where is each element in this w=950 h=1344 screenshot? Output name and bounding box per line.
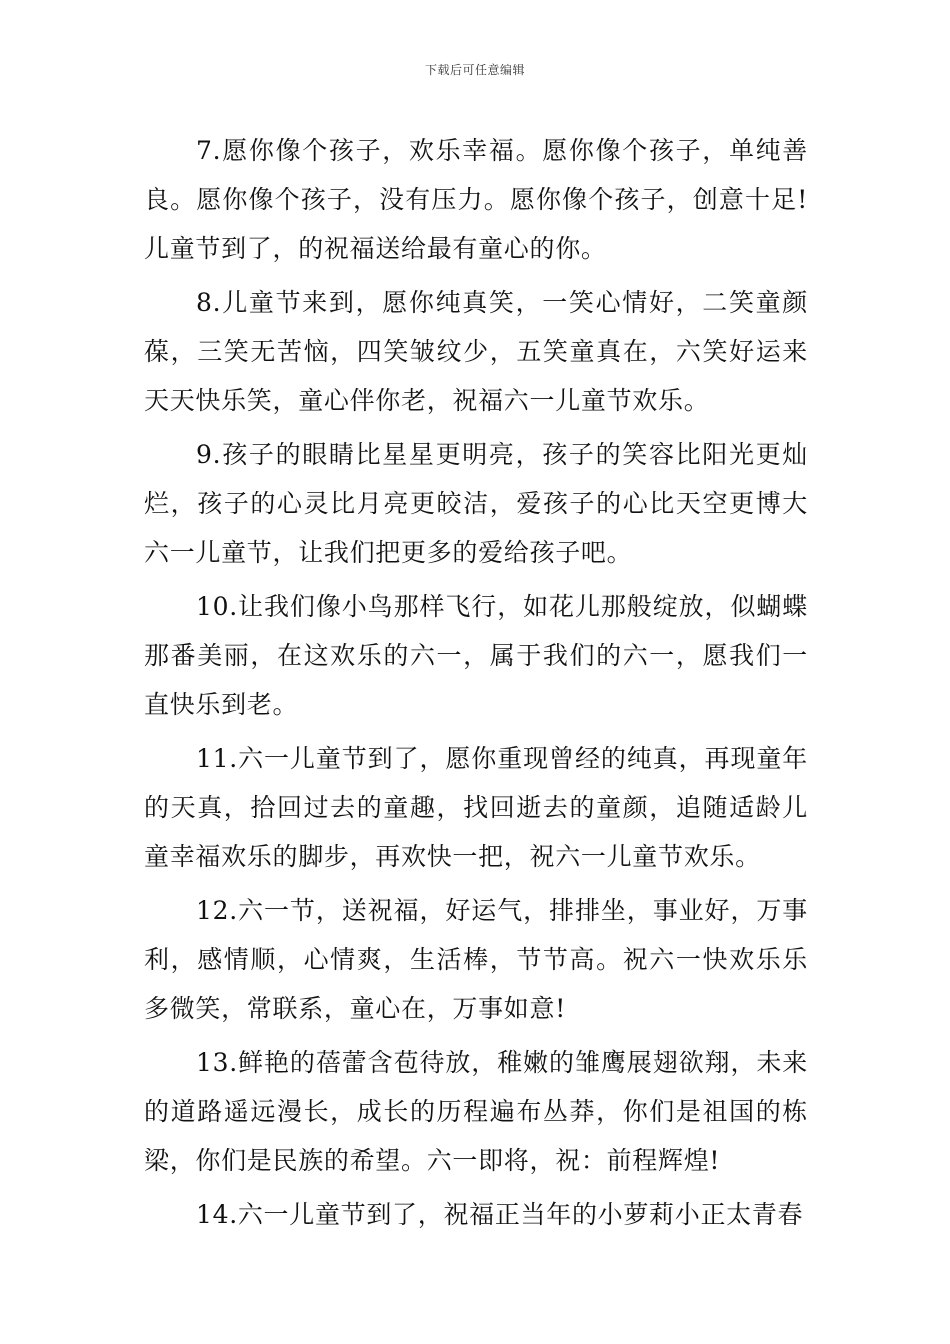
paragraph-12: 12.六一节，送祝福，好运气，排排坐，事业好，万事利，感情顺，心情爽，生活棒，节节高。祝六一快欢乐乐多微笑，常联系，童心在，万事如意! (144, 896, 808, 1023)
page-header-note: 下载后可任意编辑 (424, 63, 525, 77)
paragraph-13: 13.鲜艳的蓓蕾含苞待放，稚嫩的雏鹰展翅欲翔，未来的道路遥远漫长，成长的历程遍布丛莽，你们是祖国的栋梁，你们是民族的希望。六一即将，祝：前程辉煌! (144, 1048, 808, 1175)
paragraph-10: 10.让我们像小鸟那样飞行，如花儿那般绽放，似蝴蝶那番美丽，在这欢乐的六一，属于我们的六一，愿我们一直快乐到老。 (144, 592, 808, 719)
document-body (144, 126, 808, 1244)
paragraph-8: 8.儿童节来到，愿你纯真笑，一笑心情好，二笑童颜葆，三笑无苦恼，四笑皱纹少，五笑童真在，六笑好运来天天快乐笑，童心伴你老，祝福六一儿童节欢乐。 (144, 288, 808, 415)
paragraph-11: 11.六一儿童节到了，愿你重现曾经的纯真，再现童年的天真，拾回过去的童趣，找回逝去的童颜，追随适龄儿童幸福欢乐的脚步，再欢快一把，祝六一儿童节欢乐。 (144, 744, 808, 871)
paragraph-9: 9.孩子的眼睛比星星更明亮，孩子的笑容比阳光更灿烂，孩子的心灵比月亮更皎洁，爱孩子的心比天空更博大六一儿童节，让我们把更多的爱给孩子吧。 (144, 440, 808, 567)
paragraph-7: 7.愿你像个孩子，欢乐幸福。愿你像个孩子，单纯善良。愿你像个孩子，没有压力。愿你像个孩子，创意十足!儿童节到了，的祝福送给最有童心的你。 (144, 136, 808, 263)
paragraph-14: 14.六一儿童节到了，祝福正当年的小萝莉小正太青春 (196, 1200, 804, 1229)
